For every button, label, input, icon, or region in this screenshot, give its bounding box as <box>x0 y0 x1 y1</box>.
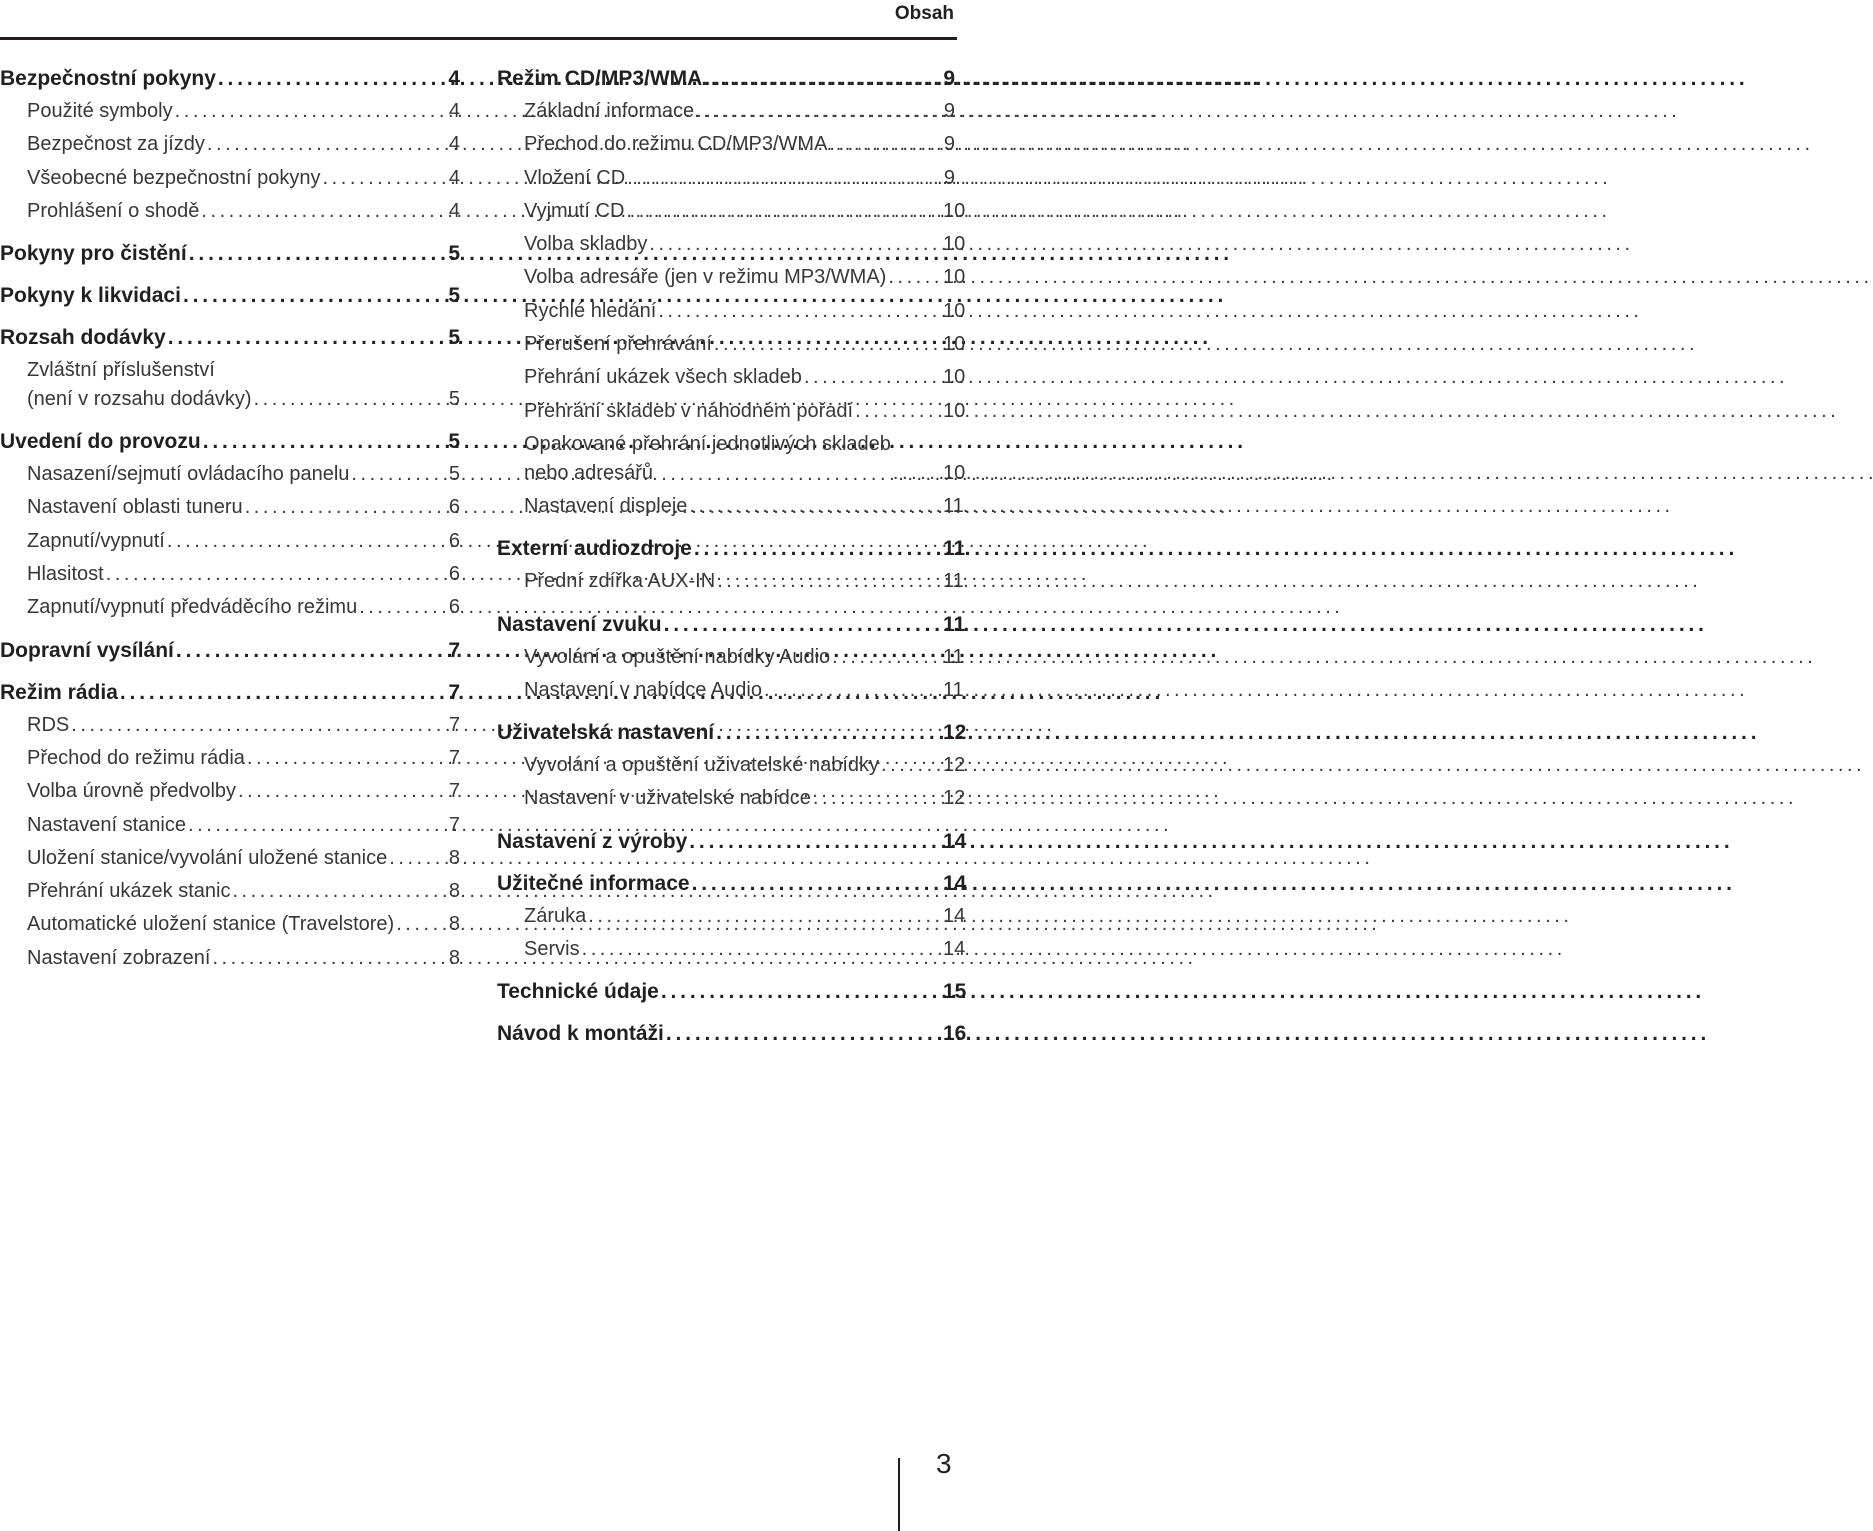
toc-entry-page-number: 12 <box>943 754 966 777</box>
dot-leader <box>207 128 446 161</box>
toc-entry-title: Technické údaje <box>497 980 659 1004</box>
toc-entry-title: Nastavení zvuku <box>497 612 662 636</box>
toc-entry-title: Servis <box>524 938 580 961</box>
toc-subsection-entry[interactable] <box>497 395 966 428</box>
toc-entry-title: Všeobecné bezpečnostní pokyny <box>27 166 321 189</box>
toc-entry-title: Nastavení oblasti tuneru <box>27 496 243 519</box>
toc-entry-page-number: 6 <box>448 596 460 619</box>
toc-entry-page-number: 11 <box>943 612 966 636</box>
toc-entry-page-number: 5 <box>448 326 460 350</box>
toc-entry-title: Pokyny pro čistění <box>0 242 187 266</box>
dot-leader <box>232 875 446 908</box>
toc-subsection-entry[interactable] <box>497 162 955 195</box>
toc-subsection-entry[interactable] <box>0 525 460 558</box>
toc-entry-title: Návod k montáži <box>497 1022 664 1046</box>
page-number: 3 <box>936 1448 952 1479</box>
toc-subsection-entry[interactable] <box>0 709 460 742</box>
dot-leader <box>120 676 446 709</box>
toc-right-column <box>497 62 967 1050</box>
toc-entry-page-number: 9 <box>943 67 955 90</box>
toc-entry-title: Automatické uložení stanice (Travelstore) <box>27 913 395 936</box>
toc-entry-title-block <box>524 430 891 488</box>
toc-subsection-entry[interactable] <box>0 354 460 416</box>
toc-entry-title: Vyvolání a opuštění uživatelské nabídky <box>524 754 880 777</box>
toc-entry-title: Uživatelská nastavení <box>497 721 715 745</box>
toc-section-entry[interactable] <box>0 62 460 95</box>
dot-leader <box>666 1017 941 1050</box>
toc-entry-title: Záruka <box>524 904 587 927</box>
toc-entry-title-block <box>27 356 252 414</box>
dot-leader <box>626 195 941 228</box>
dot-leader <box>696 95 941 128</box>
toc-subsection-entry[interactable] <box>0 558 460 591</box>
toc-entry-page-number: 7 <box>448 680 460 704</box>
toc-entry-page-number: 4 <box>448 133 460 156</box>
toc-entry-page-number: 5 <box>448 430 460 454</box>
toc-entry-title: Přední zdířka AUX-IN <box>524 570 716 593</box>
toc-section-entry[interactable] <box>497 975 967 1008</box>
toc-entry-title: Pokyny k likvidaci <box>0 284 181 308</box>
toc-entry-page-number: 12 <box>943 721 967 745</box>
toc-subsection-entry[interactable] <box>0 162 460 195</box>
toc-entry-title: Zapnutí/vypnutí předváděcího režimu <box>27 596 358 619</box>
toc-subsection-entry[interactable] <box>497 361 966 394</box>
toc-section-entry[interactable] <box>0 676 460 709</box>
toc-entry-page-number: 14 <box>943 904 966 927</box>
toc-entry-page-number: 4 <box>448 67 460 90</box>
toc-subsection-entry[interactable] <box>0 809 460 842</box>
dot-leader <box>176 634 446 667</box>
toc-section-entry[interactable] <box>0 634 460 667</box>
toc-entry-title: Rozsah dodávky <box>0 326 166 350</box>
toc-entry-page-number: 11 <box>943 570 964 593</box>
toc-entry-page-number: 12 <box>943 787 966 810</box>
toc-entry-title: Režim rádia <box>0 680 118 704</box>
dot-leader <box>689 825 941 858</box>
dot-leader <box>212 942 446 975</box>
toc-subsection-entry[interactable] <box>497 328 966 361</box>
toc-section-entry[interactable] <box>0 279 460 312</box>
toc-entry-page-number: 4 <box>448 100 460 122</box>
toc-entry-title: Nastavení v uživatelské nabídce <box>524 787 811 810</box>
toc-entry-title: Vložení CD <box>524 166 626 189</box>
dot-leader <box>716 716 941 749</box>
toc-section-entry[interactable] <box>497 62 955 95</box>
dot-leader <box>658 295 941 328</box>
toc-entry-page-number: 11 <box>943 494 964 517</box>
dot-leader <box>661 975 941 1008</box>
toc-entry-title: Nastavení z výroby <box>497 829 688 853</box>
toc-entry-page-number: 10 <box>943 461 966 484</box>
toc-subsection-entry[interactable] <box>497 749 966 782</box>
header-rule <box>0 37 957 40</box>
toc-subsection-entry[interactable] <box>497 933 966 966</box>
toc-section-entry[interactable] <box>497 608 966 641</box>
toc-entry-page-number: 14 <box>943 871 967 895</box>
dot-leader <box>359 591 446 624</box>
toc-entry-title: Režim CD/MP3/WMA <box>497 67 703 90</box>
toc-entry-title: Základní informace <box>524 100 695 122</box>
dot-leader <box>714 328 941 361</box>
toc-subsection-entry[interactable] <box>0 842 460 875</box>
toc-entry-page-number: 7 <box>448 780 460 803</box>
dot-leader <box>813 782 941 815</box>
toc-entry-title: Bezpečnost za jízdy <box>27 133 205 156</box>
toc-section-entry[interactable] <box>497 825 967 858</box>
toc-entry-page-number: 10 <box>943 366 966 389</box>
dot-leader <box>245 491 446 524</box>
dot-leader <box>627 162 941 195</box>
dot-leader <box>175 95 446 128</box>
toc-section-entry[interactable] <box>497 1017 967 1050</box>
dot-leader <box>588 900 941 933</box>
toc-entry-page-number: 4 <box>448 166 460 189</box>
dot-leader <box>704 62 941 95</box>
dot-leader <box>664 608 941 641</box>
toc-entry-title: Hlasitost <box>27 563 104 586</box>
toc-entry-title-continued: (není v rozsahu dodávky) <box>27 388 252 411</box>
toc-section-entry[interactable] <box>0 237 460 270</box>
toc-entry-title: Nastavení stanice <box>27 813 186 836</box>
dot-leader <box>832 641 941 674</box>
dot-leader <box>692 867 941 900</box>
dot-leader <box>893 459 941 488</box>
toc-entry-title: Přechod do režimu CD/MP3/WMA <box>524 133 828 156</box>
toc-entry-title: Přehrání ukázek stanic <box>27 880 231 903</box>
toc-subsection-entry[interactable] <box>497 128 955 161</box>
dot-leader <box>203 425 446 458</box>
dot-leader <box>183 279 446 312</box>
toc-subsection-entry[interactable] <box>0 742 460 775</box>
toc-entry-title: Dopravní vysílání <box>0 638 174 662</box>
toc-subsection-entry[interactable] <box>0 875 460 908</box>
dot-leader <box>689 490 941 523</box>
dot-leader <box>71 709 446 742</box>
toc-entry-title: Volba adresáře (jen v režimu MP3/WMA) <box>524 266 887 289</box>
toc-entry-page-number: 9 <box>943 133 955 156</box>
dot-leader <box>168 321 446 354</box>
dot-leader <box>888 261 941 294</box>
toc-entry-page-number: 10 <box>943 199 966 222</box>
toc-left-column <box>0 62 460 975</box>
dot-leader <box>106 558 446 591</box>
toc-entry-page-number: 15 <box>943 980 967 1004</box>
toc-entry-page-number: 9 <box>943 100 955 122</box>
toc-subsection-entry[interactable] <box>497 428 966 490</box>
dot-leader <box>855 395 941 428</box>
toc-entry-title: Přechod do režimu rádia <box>27 746 245 769</box>
dot-leader <box>323 162 446 195</box>
toc-subsection-entry[interactable] <box>0 95 460 128</box>
toc-entry-title: Rychlé hledání <box>524 299 657 322</box>
toc-section-entry[interactable] <box>497 867 967 900</box>
dot-leader <box>649 228 941 261</box>
toc-entry-page-number: 10 <box>943 299 966 322</box>
toc-entry-page-number: 14 <box>943 829 967 853</box>
toc-subsection-entry[interactable] <box>497 228 966 261</box>
toc-entry-page-number: 8 <box>448 846 460 869</box>
dot-leader <box>189 237 446 270</box>
toc-entry-page-number: 8 <box>448 946 460 969</box>
toc-entry-page-number: 6 <box>448 496 460 519</box>
dot-leader <box>829 128 941 161</box>
toc-subsection-entry[interactable] <box>0 591 460 624</box>
toc-entry-title: Uvedení do provozu <box>0 430 201 454</box>
toc-entry-page-number: 5 <box>448 242 460 266</box>
toc-entry-page-number: 6 <box>448 563 460 586</box>
toc-section-entry[interactable] <box>497 716 967 749</box>
toc-section-entry[interactable] <box>497 532 966 565</box>
toc-entry-page-number: 9 <box>943 166 955 189</box>
toc-entry-title-continued: nebo adresářů <box>524 461 653 484</box>
toc-entry-title: Volba skladby <box>524 233 648 256</box>
toc-entry-page-number: 7 <box>448 713 460 736</box>
dot-leader <box>247 742 446 775</box>
dot-leader <box>717 565 941 598</box>
page-header-title: Obsah <box>894 3 954 24</box>
toc-entry-page-number: 8 <box>448 913 460 936</box>
dot-leader <box>582 933 941 966</box>
toc-entry-title: Použité symboly <box>27 100 173 122</box>
toc-subsection-entry[interactable] <box>0 195 460 228</box>
toc-entry-page-number: 11 <box>943 537 966 561</box>
dot-leader <box>188 809 446 842</box>
toc-entry-title: Nastavení v nabídce Audio <box>524 678 762 701</box>
toc-subsection-entry[interactable] <box>497 195 966 228</box>
toc-entry-page-number: 10 <box>943 233 966 256</box>
dot-leader <box>201 195 446 228</box>
toc-subsection-entry[interactable] <box>0 908 460 941</box>
toc-entry-page-number: 5 <box>448 463 460 486</box>
toc-entry-title: Volba úrovně předvolby <box>27 780 237 803</box>
toc-subsection-entry[interactable] <box>497 641 964 674</box>
dot-leader <box>389 842 446 875</box>
toc-subsection-entry[interactable] <box>497 295 966 328</box>
toc-subsection-entry[interactable] <box>0 942 460 975</box>
toc-section-entry[interactable] <box>0 425 460 458</box>
toc-entry-title: Užitečné informace <box>497 871 690 895</box>
dot-leader <box>396 908 446 941</box>
toc-entry-title: Bezpečnostní pokyny <box>0 67 216 90</box>
toc-entry-page-number: 5 <box>448 388 460 411</box>
toc-subsection-entry[interactable] <box>0 491 460 524</box>
toc-subsection-entry[interactable] <box>497 95 955 128</box>
dot-leader <box>764 674 941 707</box>
toc-entry-page-number: 10 <box>943 333 966 356</box>
toc-entry-title: Opakované přehrání jednotlivých skladeb <box>524 432 891 455</box>
toc-entry-page-number: 8 <box>448 880 460 903</box>
dot-leader <box>881 749 941 782</box>
toc-entry-title: Přehrání ukázek všech skladeb <box>524 366 802 389</box>
toc-subsection-entry[interactable] <box>497 782 966 815</box>
toc-entry-title: Vyvolání a opuštění nabídky Audio <box>524 645 831 668</box>
toc-entry-page-number: 7 <box>448 638 460 662</box>
toc-entry-page-number: 7 <box>448 746 460 769</box>
toc-subsection-entry[interactable] <box>497 261 966 294</box>
toc-subsection-entry[interactable] <box>0 458 460 491</box>
dot-leader <box>351 458 446 491</box>
dot-leader <box>694 532 941 565</box>
toc-subsection-entry[interactable] <box>497 490 964 523</box>
toc-subsection-entry[interactable] <box>497 565 964 598</box>
toc-entry-page-number: 11 <box>943 678 964 701</box>
toc-entry-title: Zapnutí/vypnutí <box>27 529 165 552</box>
footer-rule <box>898 1458 900 1531</box>
toc-entry-title: Vyjmutí CD <box>524 199 625 222</box>
toc-entry-page-number: 11 <box>943 645 964 668</box>
toc-entry-page-number: 4 <box>448 199 460 222</box>
toc-entry-page-number: 10 <box>943 399 966 422</box>
toc-entry-page-number: 6 <box>448 529 460 552</box>
toc-entry-page-number: 7 <box>448 813 460 836</box>
dot-leader <box>254 385 446 414</box>
toc-section-entry[interactable] <box>0 321 460 354</box>
toc-entry-title: Zvláštní příslušenství <box>27 359 215 382</box>
toc-entry-title: Přehrání skladeb v náhodném pořadí <box>524 399 854 422</box>
toc-subsection-entry[interactable] <box>497 900 966 933</box>
toc-entry-page-number: 14 <box>943 938 966 961</box>
toc-subsection-entry[interactable] <box>0 775 460 808</box>
toc-subsection-entry[interactable] <box>0 128 460 161</box>
toc-entry-page-number: 5 <box>448 284 460 308</box>
toc-entry-page-number: 16 <box>943 1022 967 1046</box>
dot-leader <box>167 525 446 558</box>
toc-entry-title: Uložení stanice/vyvolání uložené stanice <box>27 846 388 869</box>
toc-entry-title: Externí audiozdroje <box>497 537 692 561</box>
dot-leader <box>804 361 941 394</box>
toc-entry-page-number: 10 <box>943 266 966 289</box>
toc-entry-title: RDS <box>27 713 70 736</box>
toc-entry-title: Nasazení/sejmutí ovládacího panelu <box>27 463 350 486</box>
toc-entry-title: Nastavení displeje <box>524 494 688 517</box>
dot-leader <box>238 775 446 808</box>
toc-entry-title: Nastavení zobrazení <box>27 946 211 969</box>
toc-entry-title: Prohlášení o shodě <box>27 199 200 222</box>
dot-leader <box>218 62 446 95</box>
toc-subsection-entry[interactable] <box>497 674 964 707</box>
toc-entry-title: Přerušení přehrávání <box>524 333 712 356</box>
